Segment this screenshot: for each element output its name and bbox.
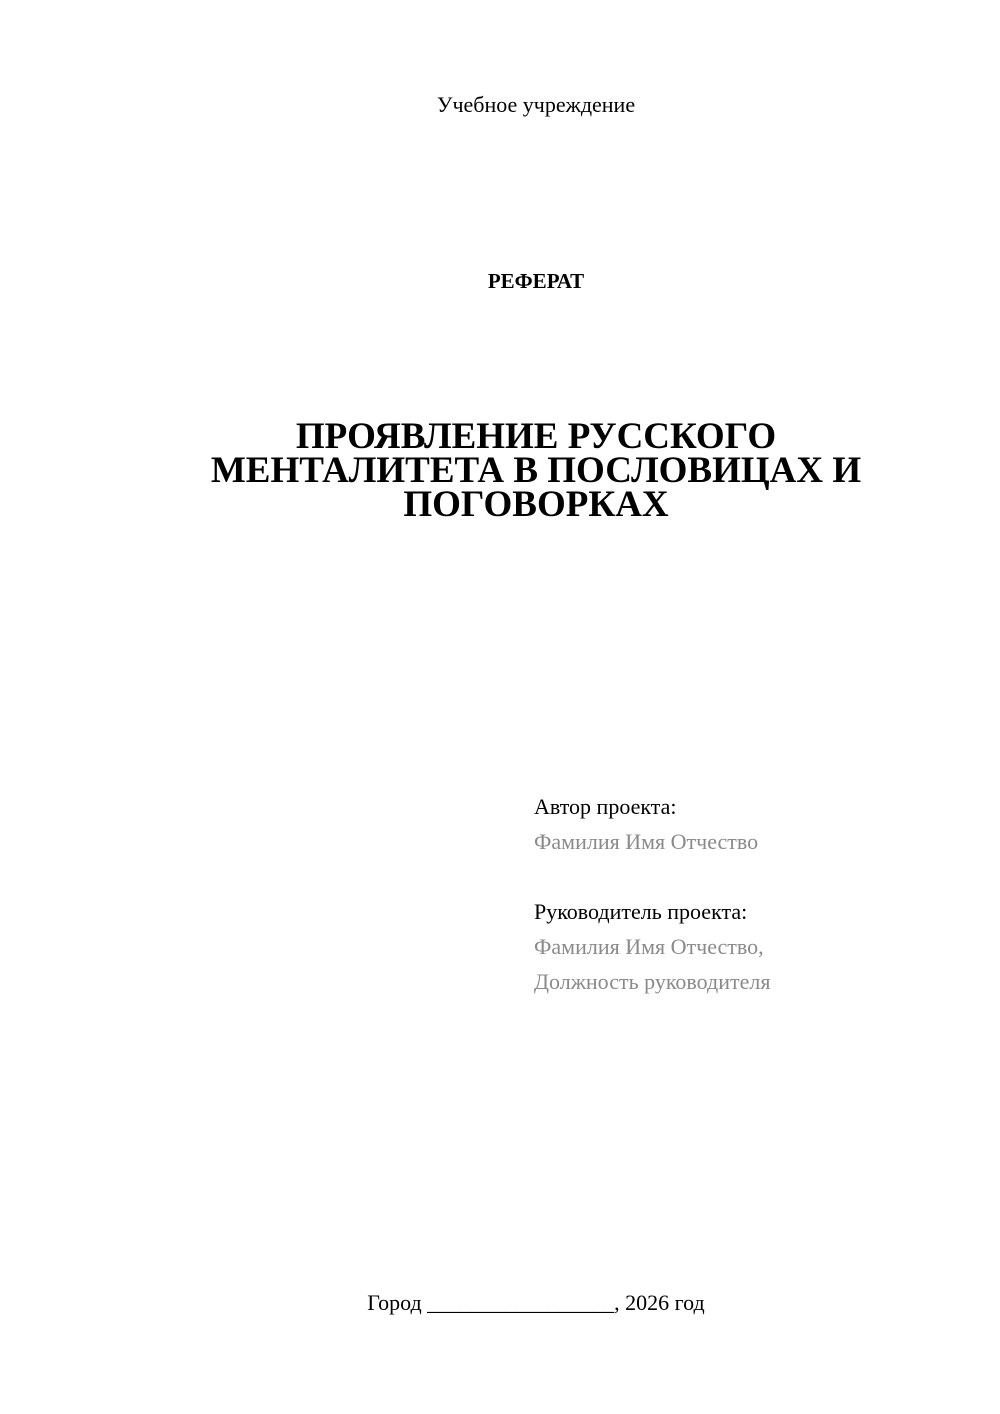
institution-name: Учебное учреждение (436, 92, 636, 117)
title-line: ПРОЯВЛЕНИЕ РУССКОГО (295, 416, 777, 457)
supervisor-position: Должность руководителя (534, 969, 771, 994)
document-type: РЕФЕРАТ (487, 269, 585, 293)
supervisor-block (534, 894, 974, 999)
city-year-line: Город _________________, 2026 год (367, 1290, 705, 1315)
supervisor-name: Фамилия Имя Отчество, (534, 934, 764, 959)
author-name: Фамилия Имя Отчество (534, 829, 759, 854)
supervisor-label: Руководитель проекта: (534, 899, 748, 924)
author-label: Автор проекта: (534, 794, 677, 819)
document-title (150, 416, 922, 525)
title-line: ПОГОВОРКАХ (403, 484, 669, 525)
title-line: МЕНТАЛИТЕТА В ПОСЛОВИЦАХ И (210, 450, 862, 491)
signature-block (534, 789, 974, 999)
author-block (534, 789, 974, 859)
